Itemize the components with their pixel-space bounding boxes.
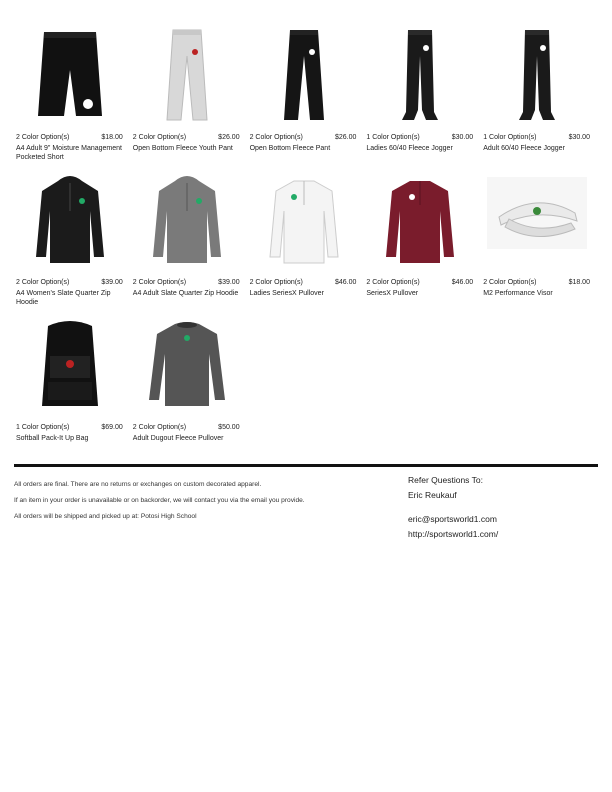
contact-heading: Refer Questions To: bbox=[408, 475, 483, 485]
contact-website-link[interactable]: http://sportsworld1.com/ bbox=[408, 529, 499, 539]
product-card[interactable] bbox=[131, 316, 248, 461]
product-name: A4 Women's Slate Quarter Zip Hoodie bbox=[16, 290, 111, 306]
divider bbox=[14, 464, 598, 467]
product-name: SeriesX Pullover bbox=[366, 290, 419, 297]
price: $26.00 bbox=[218, 134, 240, 141]
product-card[interactable] bbox=[131, 26, 248, 171]
price: $46.00 bbox=[334, 279, 357, 286]
product-card[interactable] bbox=[14, 26, 131, 171]
jogger-icon bbox=[368, 26, 472, 126]
price: $50.00 bbox=[218, 424, 240, 431]
pullover-white-icon bbox=[252, 171, 356, 271]
product-card[interactable] bbox=[481, 171, 598, 316]
product-card[interactable] bbox=[481, 26, 598, 171]
product-name: Ladies SeriesX Pullover bbox=[249, 290, 324, 297]
product-name: Open Bottom Fleece Youth Pant bbox=[132, 145, 233, 152]
price: $18.00 bbox=[101, 134, 123, 141]
product-name: Softball Pack-It Up Bag bbox=[16, 435, 89, 442]
price: $30.00 bbox=[451, 134, 474, 141]
price: $18.00 bbox=[568, 279, 590, 286]
hoodie-black-icon bbox=[18, 171, 122, 271]
fleece-pullover-icon bbox=[135, 316, 239, 416]
backpack-icon bbox=[18, 316, 122, 416]
contact-block bbox=[408, 473, 498, 542]
product-name: Adult 60/40 Fleece Jogger bbox=[483, 145, 565, 152]
color-options: 2 Color Option(s) bbox=[132, 424, 187, 431]
product-name: A4 Adult Slate Quarter Zip Hoodie bbox=[132, 290, 239, 297]
jogger-icon bbox=[485, 26, 589, 126]
product-row bbox=[14, 26, 598, 171]
color-options: 2 Color Option(s) bbox=[366, 279, 420, 286]
product-name: Open Bottom Fleece Pant bbox=[249, 145, 331, 152]
pant-black-icon bbox=[252, 26, 356, 126]
contact-name: Eric Reukauf bbox=[408, 490, 457, 500]
pant-grey-icon bbox=[135, 26, 239, 126]
note-backorder: If an item in your order is unavailable or on backorder, we will contact you via the email you provide. bbox=[14, 497, 305, 504]
product-row bbox=[14, 316, 598, 461]
color-options: 1 Color Option(s) bbox=[483, 134, 537, 141]
visor-icon bbox=[485, 171, 589, 271]
color-options: 2 Color Option(s) bbox=[249, 279, 303, 286]
product-row bbox=[14, 171, 598, 316]
product-name: A4 Adult 9" Moisture Management Pocketed Short bbox=[16, 145, 122, 161]
color-options: 2 Color Option(s) bbox=[132, 134, 187, 141]
contact-email-link[interactable]: eric@sportsworld1.com bbox=[408, 514, 497, 524]
product-grid bbox=[14, 26, 598, 461]
price: $46.00 bbox=[451, 279, 474, 286]
price: $26.00 bbox=[334, 134, 357, 141]
color-options: 2 Color Option(s) bbox=[249, 134, 303, 141]
product-card[interactable] bbox=[131, 171, 248, 316]
note-final: All orders are final. There are no returns or exchanges on custom decorated apparel. bbox=[14, 481, 262, 488]
product-name: Adult Dugout Fleece Pullover bbox=[132, 435, 224, 442]
color-options: 2 Color Option(s) bbox=[16, 279, 70, 286]
shorts-icon bbox=[18, 26, 122, 126]
color-options: 1 Color Option(s) bbox=[16, 424, 70, 431]
price: $39.00 bbox=[218, 279, 240, 286]
price: $30.00 bbox=[568, 134, 590, 141]
color-options: 2 Color Option(s) bbox=[132, 279, 187, 286]
product-name: Ladies 60/40 Fleece Jogger bbox=[366, 145, 453, 152]
price: $69.00 bbox=[101, 424, 123, 431]
product-card[interactable] bbox=[14, 316, 131, 461]
note-pickup: All orders will be shipped and picked up at: Potosi High School bbox=[14, 513, 197, 520]
order-notes bbox=[14, 480, 314, 528]
product-card[interactable] bbox=[364, 171, 481, 316]
product-card[interactable] bbox=[14, 171, 131, 316]
color-options: 2 Color Option(s) bbox=[16, 134, 70, 141]
color-options: 1 Color Option(s) bbox=[366, 134, 420, 141]
product-card[interactable] bbox=[248, 171, 365, 316]
hoodie-grey-icon bbox=[135, 171, 239, 271]
color-options: 2 Color Option(s) bbox=[483, 279, 537, 286]
product-name: M2 Performance Visor bbox=[483, 290, 553, 297]
product-card[interactable] bbox=[364, 26, 481, 171]
price: $39.00 bbox=[101, 279, 123, 286]
pullover-maroon-icon bbox=[368, 171, 472, 271]
product-card[interactable] bbox=[248, 26, 365, 171]
